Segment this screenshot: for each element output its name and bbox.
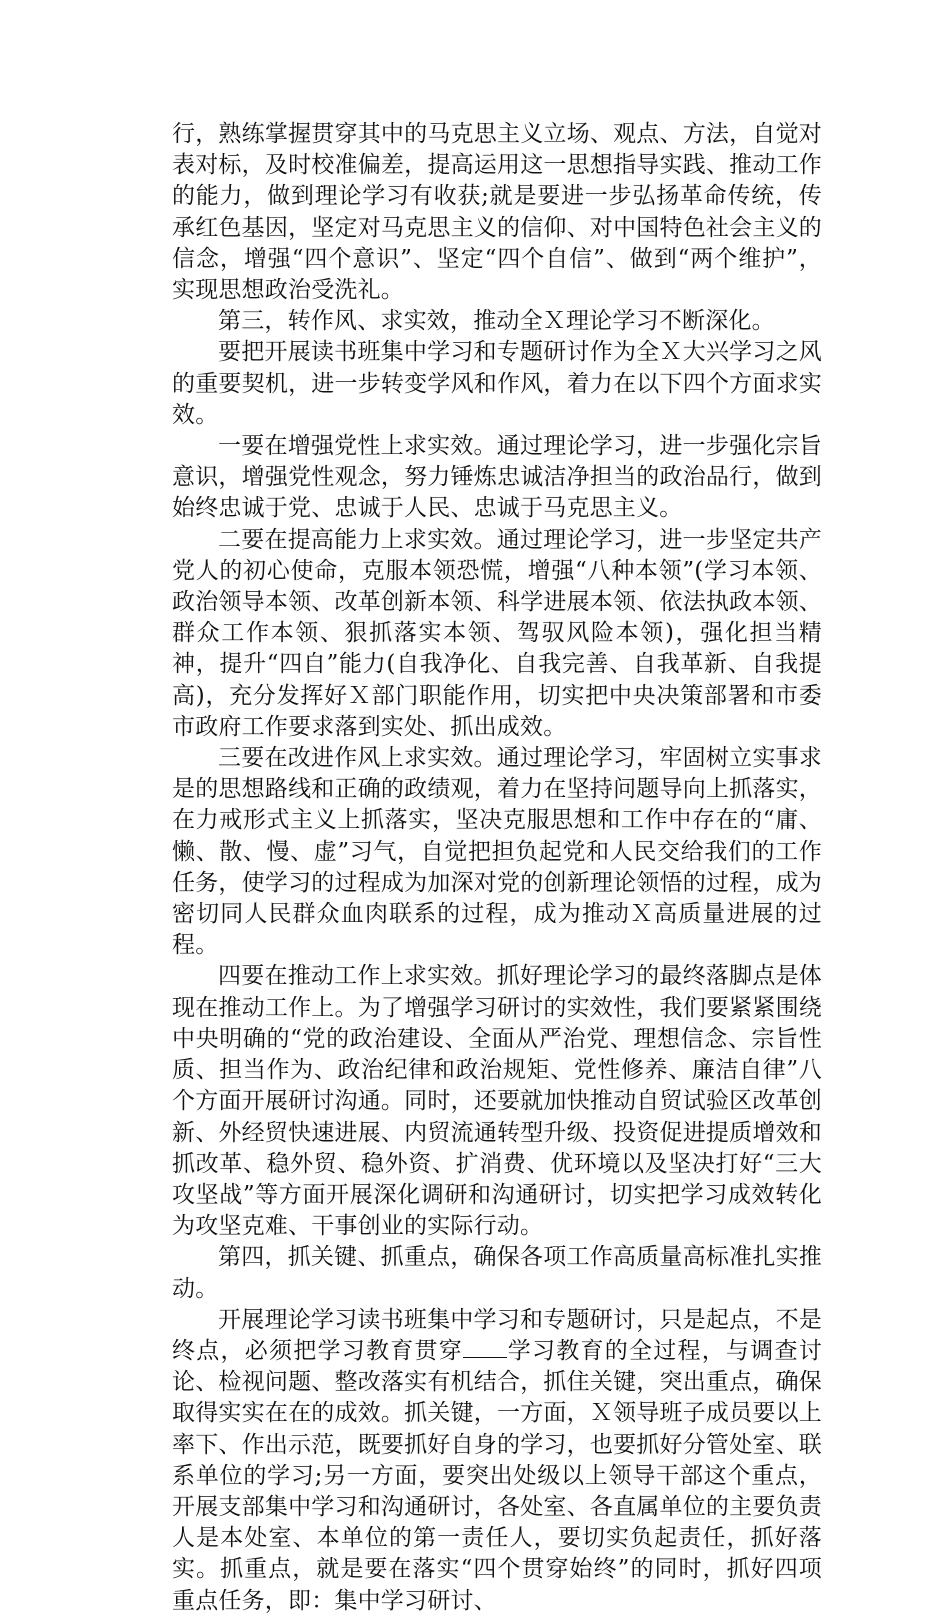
paragraph-continuation: 行，熟练掌握贯穿其中的马克思主义立场、观点、方法，自觉对表对标，及时校准偏差，提高运用这一思想指导实践、推动工作的能力，做到理论学习有收获;就是要进一步弘扬革命传统，传承红色基因，坚定对马克思主义的信仰、对中国特色社会主义的信念，增强“四个意识”、坚定“四个自信”、做到“两个维护”，实现思想政治受洗礼。 xyxy=(172,121,822,304)
paragraph-fourth-text-after: 学习教育的全过程，与调查讨论、检视问题、整改落实有机结合，抓住关键，突出重点，确保取得实实在在的成效。抓关键，一方面，Ｘ领导班子成员要以上率下、作出示范，既要抓好自身的学习，也要抓好分管处室、联系单位的学习;另一方面，要突出处级以上领导干部这个重点，开展支部集中学习和沟通研讨，各处室、各直属单位的主要负责人是本处室、本单位的第一责任人，要切实负起责任，抓好落实。抓重点，就是要在落实“四个贯穿始终”的同时，抓好四项重点任务，即：集中学习研讨、 xyxy=(172,1337,822,1614)
section-heading-fourth: 第四，抓关键、抓重点，确保各项工作高质量高标准扎实推动。 xyxy=(172,1244,822,1302)
paragraph-work-style: 三要在改进作风上求实效。通过理论学习，牢固树立实事求是的思想路线和正确的政绩观，着力在坚持问题导向上抓落实，在力戒形式主义上抓落实，坚决克服思想和工作中存在的“庸、懒、散、慢、虚”习气，自觉把担负起党和人民交给我们的工作任务，使学习的过程成为加深对党的创新理论领悟的过程，成为密切同人民群众血肉联系的过程，成为推动Ｘ高质量进展的过程。 xyxy=(172,745,822,959)
paragraph-third-intro: 要把开展读书班集中学习和专题研讨作为全Ｘ大兴学习之风的重要契机，进一步转变学风和作风，着力在以下四个方面求实效。 xyxy=(172,339,822,428)
document-body xyxy=(172,119,822,1617)
paragraph-fourth-text-before: 开展理论学习读书班集中学习和专题研讨，只是起点，不是终点，必须把学习教育贯穿 xyxy=(172,1306,822,1364)
paragraph-fourth-body xyxy=(172,1305,822,1617)
paragraph-promote-work: 四要在推动工作上求实效。抓好理论学习的最终落脚点是体现在推动工作上。为了增强学习研讨的实效性，我们要紧紧围绕中央明确的“党的政治建设、全面从严治党、理想信念、宗旨性质、担当作为、政治纪律和政治规矩、党性修养、廉洁自律”八个方面开展研讨沟通。同时，还要就加快推动自贸试验区改革创新、外经贸快速进展、内贸流通转型升级、投资促进提质增效和抓改革、稳外贸、稳外资、扩消费、优环境以及坚决打好“三大攻坚战”等方面开展深化调研和沟通研讨，切实把学习成效转化为攻坚克难、干事创业的实际行动。 xyxy=(172,963,822,1240)
paragraph-party-spirit: 一要在增强党性上求实效。通过理论学习，进一步强化宗旨意识，增强党性观念，努力锤炼忠诚洁净担当的政治品行，做到始终忠诚于党、忠诚于人民、忠诚于马克思主义。 xyxy=(172,433,822,522)
paragraph-ability: 二要在提高能力上求实效。通过理论学习，进一步坚定共产党人的初心使命，克服本领恐慌，增强“八种本领”(学习本领、政治领导本领、改革创新本领、科学进展本领、依法执政本领、群众工作本领、狠抓落实本领、驾驭风险本领)，强化担当精神，提升“四自”能力(自我净化、自我完善、自我革新、自我提高)，充分发挥好Ｘ部门职能作用，切实把中央决策部署和市委市政府工作要求落到实处、抓出成效。 xyxy=(172,526,822,740)
fill-in-blank xyxy=(463,1336,507,1358)
section-heading-third: 第三，转作风、求实效，推动全Ｘ理论学习不断深化。 xyxy=(218,308,775,335)
